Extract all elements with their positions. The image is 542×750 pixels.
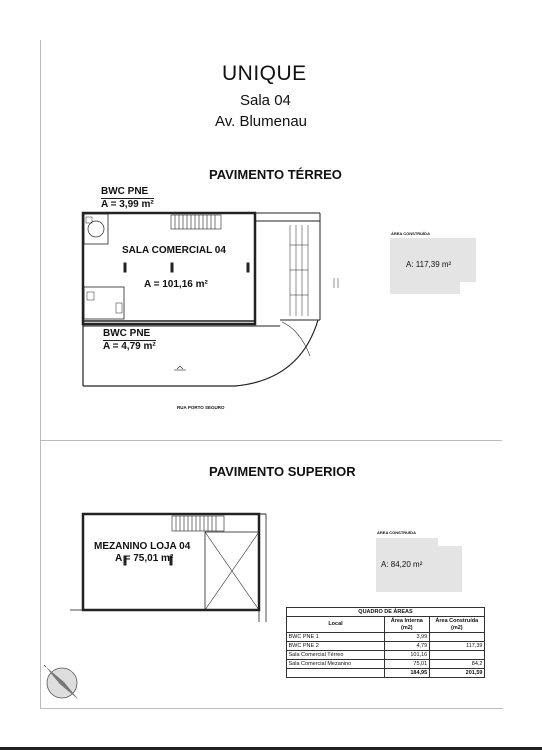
col-local: Local [287,617,385,633]
table-total-row [287,669,485,678]
section-divider [40,440,502,441]
row-interna: 4,79 [385,642,430,651]
terreo-plan [83,213,338,386]
row-local: BWC PNE 1 [287,633,385,642]
mezanino-name: MEZANINO LOJA 04 [94,541,191,552]
row-interna: 3,99 [385,633,430,642]
row-local: Sala Comercial Mezanino [287,660,385,669]
bwc1-name: BWC PNE [101,186,149,197]
street-name: RUA PORTO SEGURO [177,405,225,410]
north-arrow-icon [44,665,78,699]
row-construida: 84,2 [429,660,484,669]
row-local: BWC PNE 2 [287,642,385,651]
bwc1-area: A = 3,99 m² [101,199,154,210]
address: Av. Blumenau [215,113,307,130]
table-row [287,660,485,669]
row-interna: 101,16 [385,651,430,660]
superior-area-value: A: 84,20 m² [381,560,423,569]
project-title: UNIQUE [222,62,307,85]
total-interna: 184,95 [385,669,430,678]
terreo-heading: PAVIMENTO TÉRREO [209,167,342,182]
table-row [287,642,485,651]
superior-area-box [376,538,462,592]
mezanino-area: A = 75,01 m² [115,553,174,564]
row-construida: 117,39 [429,642,484,651]
superior-heading: PAVIMENTO SUPERIOR [209,464,356,479]
terreo-area-label: ÁREA CONSTRUÍDA [391,231,430,236]
row-construida [429,651,484,660]
unit-name: Sala 04 [240,92,291,109]
row-construida [429,633,484,642]
col-construida: Área Construída (m2) [429,617,484,633]
row-local: Sala Comercial Térreo [287,651,385,660]
sala-area: A = 101,16 m² [144,279,208,290]
row-interna: 75,01 [385,660,430,669]
superior-plan [70,514,266,622]
table-row [287,651,485,660]
quadro-de-areas-table [286,607,485,678]
total-construida: 201,59 [429,669,484,678]
quadro-title: QUADRO DE ÁREAS [287,608,485,617]
col-interna: Área Interna (m2) [385,617,430,633]
bwc2-name: BWC PNE [103,328,151,339]
sala-name: SALA COMERCIAL 04 [122,245,226,256]
superior-area-label: ÁREA CONSTRUÍDA [377,530,416,535]
terreo-area-box [390,238,476,294]
table-row [287,633,485,642]
terreo-area-value: A: 117,39 m² [406,260,452,269]
bwc2-area: A = 4,79 m² [103,341,156,352]
